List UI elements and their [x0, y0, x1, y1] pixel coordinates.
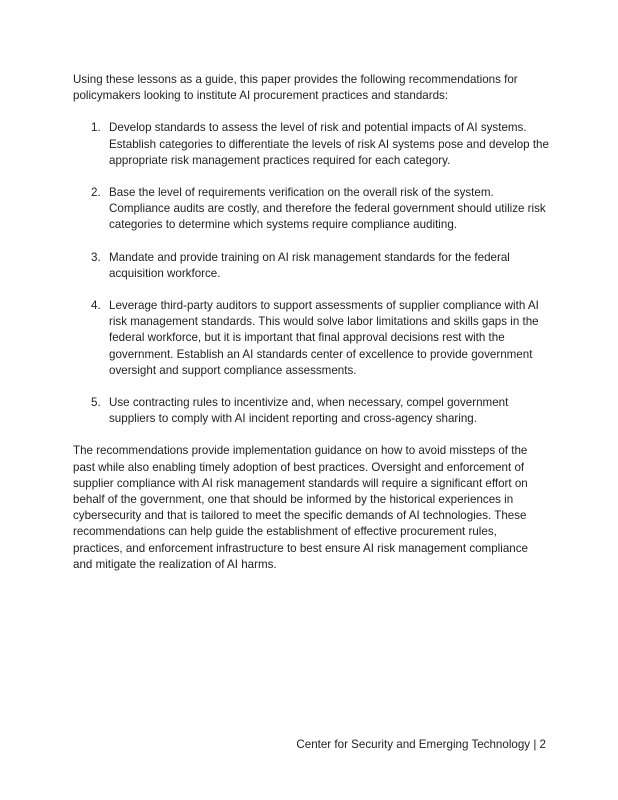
document-body	[73, 72, 549, 573]
recommendation-number: 3.	[91, 250, 101, 264]
recommendation-item-4	[73, 298, 549, 379]
recommendation-number: 1.	[91, 121, 101, 135]
recommendation-text: Use contracting rules to incentivize and, when necessary, compel government suppliers to comply with AI incident reporting and cross-agency sharing.	[109, 396, 509, 426]
recommendation-item-3	[73, 250, 549, 282]
recommendation-number: 2.	[91, 186, 101, 200]
recommendation-item-5	[73, 395, 549, 427]
recommendation-item-2	[73, 185, 549, 234]
recommendation-number: 4.	[91, 299, 101, 313]
conclusion-paragraph: The recommendations provide implementation guidance on how to avoid missteps of the past while also enabling timely adoption of best practices. Oversight and enforcement of supplier compliance with AI risk management standards will require a significant effort on behalf of the government, one that should be informed by the historical experiences in cybersecurity and that is tailored to meet the specific demands of AI technologies. These recommendations can help guide the establishment of effective procurement rules, practices, and enforcement infrastructure to best ensure AI risk management compliance and mitigate the realization of AI harms.	[73, 444, 528, 571]
recommendation-number: 5.	[91, 396, 101, 410]
recommendation-text: Mandate and provide training on AI risk management standards for the federal acquisition workforce.	[109, 250, 510, 280]
page-footer: Center for Security and Emerging Technology | 2	[296, 738, 546, 751]
recommendation-item-1	[73, 120, 549, 169]
recommendation-text: Base the level of requirements verification on the overall risk of the system. Compliance audits are costly, and therefore the federal government should utilize risk categories to determine which systems require compliance auditing.	[109, 186, 546, 232]
intro-paragraph: Using these lessons as a guide, this paper provides the following recommendations for policymakers looking to institute AI procurement practices and standards:	[73, 73, 518, 103]
recommendations-list	[73, 120, 549, 427]
recommendation-text: Leverage third-party auditors to support assessments of supplier compliance with AI risk management standards. This would solve labor limitations and skills gaps in the federal workforce, but it is important that final approval decisions rest with the government. Establish an AI standards center of excellence to provide government oversight and support compliance assessments.	[109, 299, 539, 377]
recommendation-text: Develop standards to assess the level of risk and potential impacts of AI systems. Establish categories to differentiate the levels of risk AI systems pose and develop the appropriate risk management practices required for each category.	[109, 121, 549, 167]
